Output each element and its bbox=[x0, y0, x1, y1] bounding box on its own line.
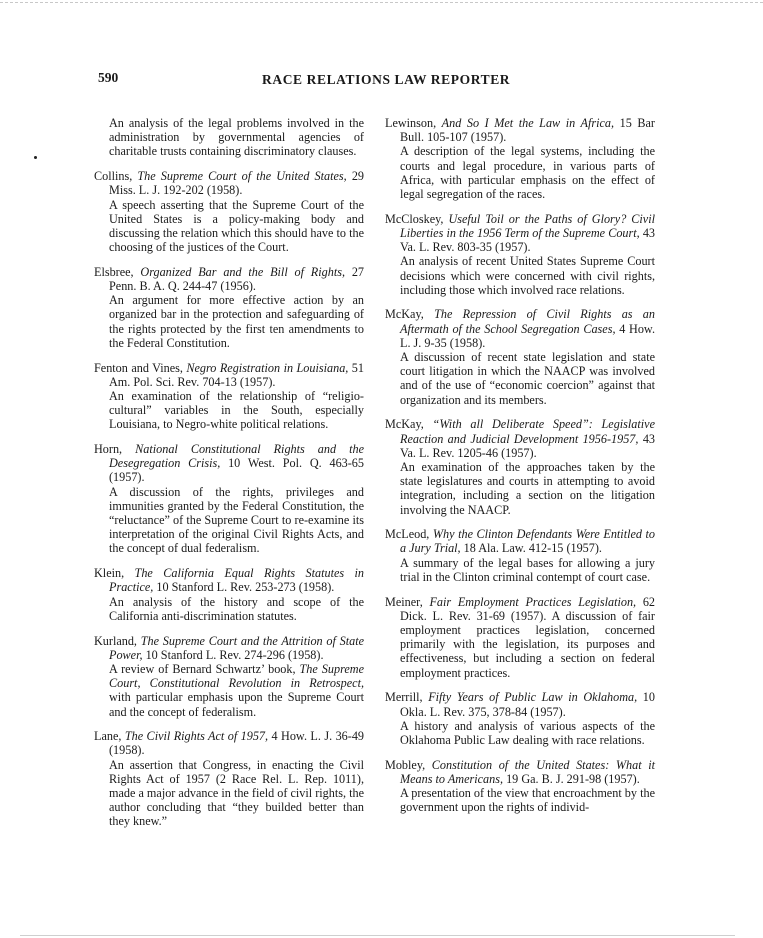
entry-annotation bbox=[94, 662, 364, 719]
entry-title: Organized Bar and the Bill of Rights, bbox=[140, 264, 346, 279]
bibliography-entry bbox=[94, 566, 364, 623]
top-dashed-rule bbox=[0, 2, 763, 3]
entry-author: Lewinson, bbox=[385, 116, 442, 130]
left-column bbox=[94, 116, 364, 839]
entry-citation bbox=[94, 442, 364, 485]
entry-source: 62 Dick. L. Rev. 31-69 (1957). A discussion of fair employment practices legislation, concerned primarily with the legislation, its purposes and effectiveness, but including a section on federal employment practices. bbox=[400, 594, 656, 680]
entry-citation bbox=[94, 566, 364, 594]
entry-citation bbox=[385, 307, 655, 350]
page-number: 590 bbox=[98, 70, 119, 85]
entry-annotation: An examination of the approaches taken by the state legislatures and courts in attempting to avoid integration, including a section on the litigation involving the NAACP. bbox=[400, 459, 655, 517]
entry-title: National Constitutional Rights and the Desegregation Crisis, bbox=[109, 442, 364, 471]
right-column bbox=[385, 116, 655, 825]
bibliography-entry bbox=[385, 690, 655, 747]
entry-annotation: An examination of the relationship of “religio-cultural” variables in the South, especially Louisiana, to Negro-white political relations. bbox=[109, 388, 364, 432]
entry-source: 27 Penn. B. A. Q. 244-47 (1956). bbox=[109, 264, 365, 294]
entry-author: McKay, bbox=[385, 307, 435, 322]
bibliography-entry bbox=[385, 417, 655, 516]
entry-source: 10 Stanford L. Rev. 274-296 (1958). bbox=[142, 647, 324, 662]
entry-author: Meiner, bbox=[385, 594, 430, 609]
entry-citation bbox=[94, 169, 364, 197]
bottom-rule bbox=[20, 935, 735, 936]
entry-annotation: An analysis of the history and scope of the California anti-discrimination statutes. bbox=[109, 594, 364, 623]
entry-source: 10 Okla. L. Rev. 375, 378-84 (1957). bbox=[400, 690, 655, 719]
entry-source: 29 Miss. L. J. 192-202 (1958). bbox=[109, 169, 365, 198]
entry-author: McKay, bbox=[385, 417, 433, 432]
entry-source: 4 How. L. J. 9-35 (1958). bbox=[400, 321, 655, 350]
entry-annotation: A presentation of the view that encroachment by the government upon the rights of individ- bbox=[400, 786, 655, 815]
entry-annotation: An analysis of recent United States Supreme Court decisions which were concerned with civil rights, including those which involved race relations. bbox=[400, 254, 655, 297]
ink-speck bbox=[34, 156, 37, 159]
entry-annotation: An assertion that Congress, in enacting the Civil Rights Act of 1957 (2 Race Rel. L. Rep. 1011), made a major advance in the field of civil rights, the author concluding that “they builded better than they knew.” bbox=[109, 757, 364, 829]
entry-citation bbox=[385, 595, 655, 680]
annotation-text: A review of Bernard Schwartz’ book, bbox=[109, 661, 300, 676]
entry-citation bbox=[94, 729, 364, 757]
entry-author: Kurland, bbox=[94, 633, 141, 648]
entry-annotation: An argument for more effective action by an organized bar in the protection and safeguarding of the rights protected by the first ten amendments to the Federal Constitution. bbox=[109, 293, 364, 350]
running-head: RACE RELATIONS LAW REPORTER bbox=[262, 72, 511, 87]
bibliography-entry bbox=[385, 116, 655, 201]
entry-annotation: A discussion of the rights, privileges and immunities granted by the Federal Constitution, the “reluctance” of the Supreme Court to re-examine its interpretation of the original Civil Rights Acts, and the concept of dual federalism. bbox=[109, 484, 364, 556]
entry-source: 43 Va. L. Rev. 1205-46 (1957). bbox=[400, 431, 655, 460]
entry-title: Fifty Years of Public Law in Oklahoma, bbox=[428, 690, 638, 705]
entry-title: The California Equal Rights Statutes in Practice, bbox=[109, 566, 365, 595]
bibliography-entry bbox=[385, 758, 655, 815]
entry-title: The Supreme Court of the United States, bbox=[137, 169, 347, 184]
entry-citation bbox=[94, 265, 364, 293]
entry-title: Negro Registration in Louisiana, bbox=[186, 360, 349, 375]
entry-citation bbox=[94, 361, 364, 389]
entry-author: Fenton and Vines, bbox=[94, 360, 187, 375]
entry-title: And So I Met the Law in Africa, bbox=[441, 116, 615, 130]
entry-author: Elsbree, bbox=[94, 264, 141, 279]
entry-author: Mobley, bbox=[385, 757, 432, 772]
entry-title: Fair Employment Practices Legislation, bbox=[429, 594, 637, 609]
bibliography-entry bbox=[385, 307, 655, 406]
bibliography-entry bbox=[385, 527, 655, 584]
bibliography-entry bbox=[94, 442, 364, 556]
entry-citation bbox=[385, 116, 655, 144]
entry-source: 4 How. L. J. 36-49 (1958). bbox=[109, 729, 365, 758]
entry-citation bbox=[385, 758, 655, 786]
entry-source: 10 West. Pol. Q. 463-65 (1957). bbox=[109, 456, 364, 485]
bibliography-entry bbox=[94, 169, 364, 254]
entry-source: 43 Va. L. Rev. 803-35 (1957). bbox=[400, 225, 656, 255]
bibliography-entry bbox=[94, 634, 364, 719]
entry-citation bbox=[385, 212, 655, 255]
annotation-text: with particular emphasis upon the Supreme Court and the concept of federalism. bbox=[109, 690, 364, 719]
entry-author: McLeod, bbox=[385, 527, 433, 542]
bibliography-entry bbox=[385, 212, 655, 297]
entry-annotation: A description of the legal systems, including the courts and legal procedure, in various parts of Africa, with particular emphasis on the effect of legal segregation of the races. bbox=[400, 144, 655, 202]
entry-source: 51 Am. Pol. Sci. Rev. 704-13 (1957). bbox=[109, 360, 364, 389]
entry-author: Klein, bbox=[94, 566, 135, 581]
entry-author: McCloskey, bbox=[385, 211, 449, 226]
entry-author: Collins, bbox=[94, 169, 138, 184]
entry-title: “With all Deliberate Speed”: Legislative Reaction and Judicial Development 1956-1957, bbox=[400, 417, 655, 446]
entry-citation bbox=[94, 634, 364, 662]
entry-title: Constitution of the United States: What it Means to Americans, bbox=[400, 757, 655, 786]
entry-source: 19 Ga. B. J. 291-98 (1957). bbox=[503, 771, 640, 786]
bibliography-entry bbox=[94, 729, 364, 828]
entry-annotation: A discussion of recent state legislation and state court litigation in which the NAACP was involved and of the use of “economic coercion” against that organization and its members. bbox=[400, 350, 655, 407]
entry-annotation: A history and analysis of various aspects of the Oklahoma Public Law dealing with race relations. bbox=[400, 718, 655, 747]
entry-source: 15 Bar Bull. 105-107 (1957). bbox=[400, 116, 655, 145]
entry-source: 18 Ala. Law. 412-15 (1957). bbox=[460, 541, 602, 556]
entry-title: Useful Toil or the Paths of Glory? Civil Liberties in the 1956 Term of the Supreme Court, bbox=[400, 211, 655, 240]
bibliography-entry bbox=[94, 265, 364, 350]
continued-annotation: An analysis of the legal problems involved in the administration by governmental agencies of charitable trusts containing discriminatory clauses. bbox=[109, 116, 364, 159]
entry-title: Why the Clinton Defendants Were Entitled to a Jury Trial, bbox=[400, 527, 655, 556]
entry-title: The Supreme Court and the Attrition of State Power, bbox=[109, 633, 364, 662]
entry-source: 10 Stanford L. Rev. 253-273 (1958). bbox=[153, 580, 335, 595]
entry-citation bbox=[385, 417, 655, 460]
bibliography-entry bbox=[385, 595, 655, 680]
annotation-book-title: The Supreme Court, Constitutional Revolution in Retrospect, bbox=[109, 661, 364, 691]
entry-author: Lane, bbox=[94, 729, 125, 744]
entry-author: Horn, bbox=[94, 442, 136, 457]
bibliography-entry bbox=[94, 361, 364, 432]
entry-author: Merrill, bbox=[385, 690, 429, 705]
entry-citation bbox=[385, 527, 655, 555]
entry-title: The Civil Rights Act of 1957, bbox=[124, 729, 269, 744]
entry-annotation: A speech asserting that the Supreme Court of the United States is a policy-making body and discussing the relation which this should have to the choosing of the justices of the Court. bbox=[109, 197, 364, 255]
entry-citation bbox=[385, 690, 655, 718]
entry-title: The Repression of Civil Rights as an Aftermath of the School Segregation Cases, bbox=[400, 307, 655, 336]
entry-annotation: A summary of the legal bases for allowing a jury trial in the Clinton criminal contempt of court case. bbox=[400, 555, 655, 584]
